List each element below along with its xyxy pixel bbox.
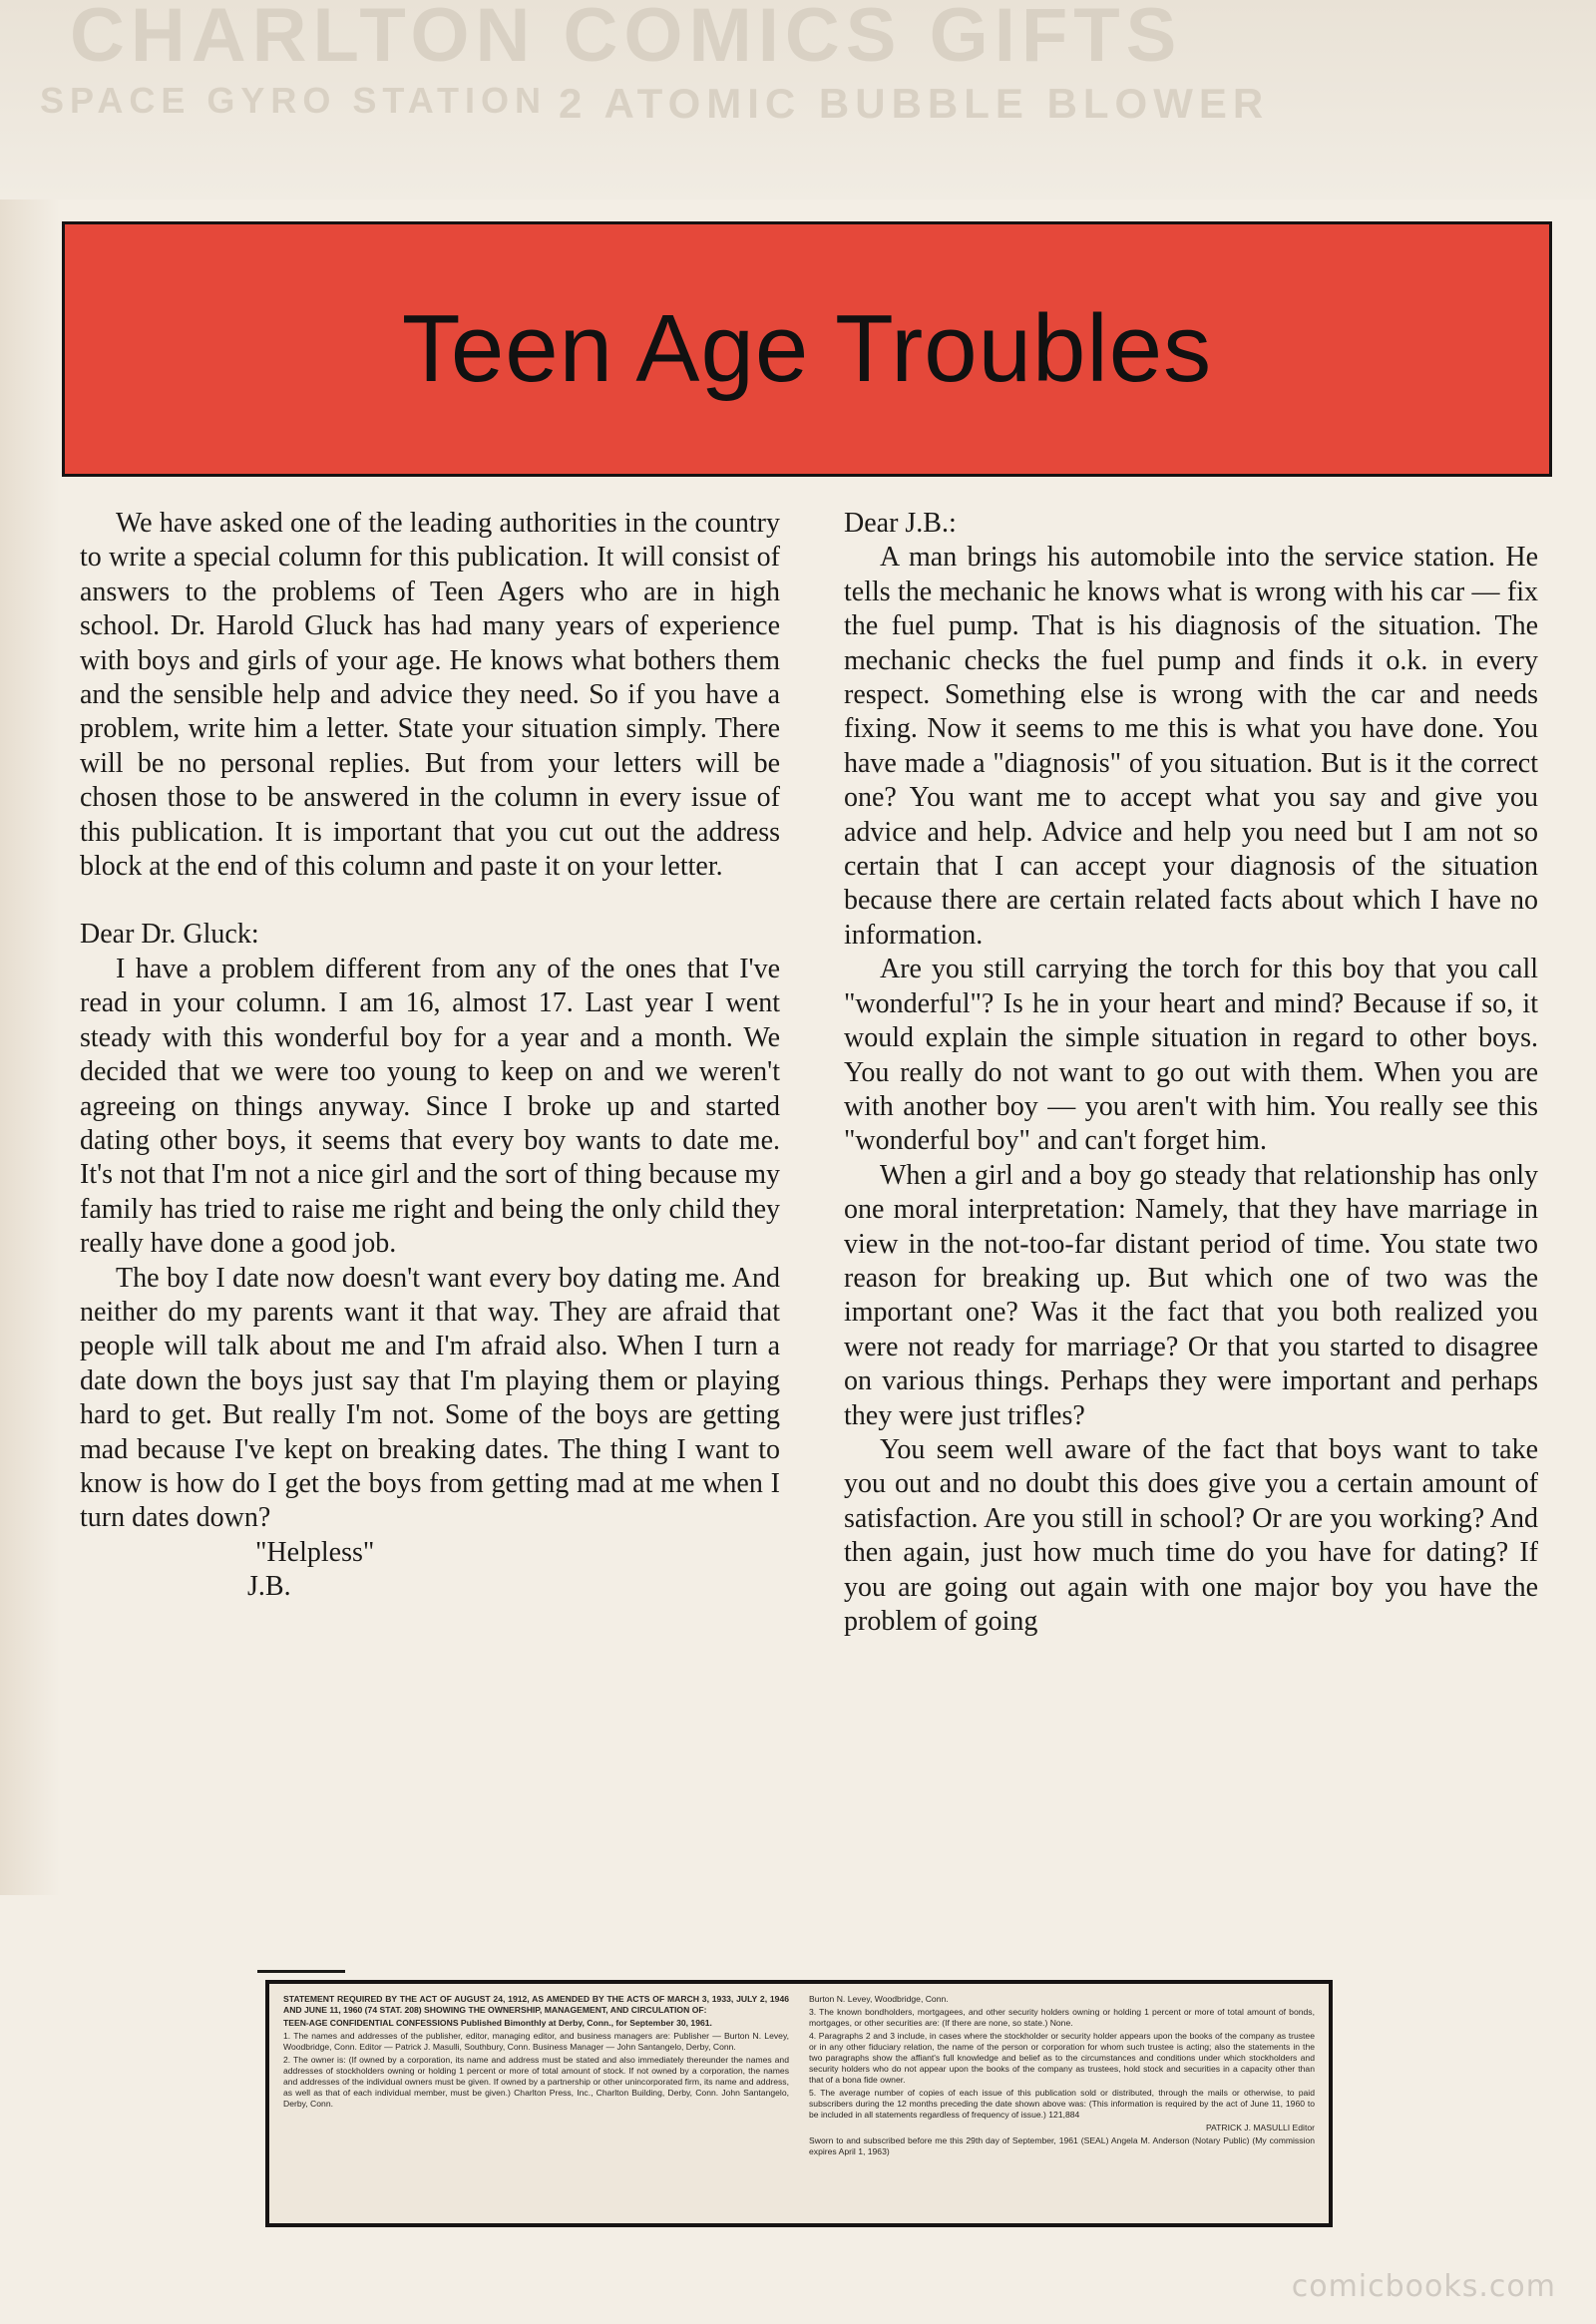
statement-item-2b: Burton N. Levey, Woodbridge, Conn.: [809, 1994, 949, 2004]
faded-background-left-edge: [0, 199, 60, 1895]
reply-salutation: Dear J.B.:: [844, 508, 957, 539]
watermark: comicbooks.com: [1291, 2269, 1556, 2304]
letter-paragraph-1: I have a problem different from any of the ones that I've read in your column. I am 16, almost 17. Last year I went steady with this wonderful boy for a year and a month. We decided that we were too young to keep on and we weren't agreeing on things anyway. Since I broke up and started dating other boys, it seems that every boy wants to date me. It's not that I'm not a nice girl and the sort of thing because my family has tried to raise me right and being the only child they really have done a good job.: [80, 953, 780, 1260]
letter-paragraph-2: The boy I date now doesn't want every boy dating me. And neither do my parents want it that way. They are afraid that people will talk about me and I'm afraid also. When I turn a date down the boys just say that I'm playing them or playing hard to get. But really I'm not. Some of the boys are getting mad because I've kept on breaking dates. The thing I want to know is how do I get the boys from getting mad at me when I turn dates down?: [80, 1262, 780, 1534]
statement-left-column: [283, 1994, 789, 2213]
intro-paragraph: We have asked one of the leading authorities in the country to write a special column for this publication. It will consist of answers to the problems of Teen Agers who are in high school. Dr. Harold Gluck has had many years of experience with boys and girls of your age. He knows what bothers them and the sensible help and advice they need. So if you have a problem, write him a letter. State your situation simply. There will be no personal replies. But from your letters will be chosen those to be answered in the column in every issue of this publication. It is important that you cut out the address block at the end of this column and paste it on your letter.: [80, 508, 780, 883]
paragraph-gap: [80, 884, 780, 918]
letter-salutation: Dear Dr. Gluck:: [80, 919, 259, 951]
statement-item-5: 5. The average number of copies of each issue of this publication sold or distributed, through the mails or otherwise, to paid subscribers during the 12 months preceding the date shown above was: (This information is required by the act of June 11, 1960 to be included in all statements regardless of frequency of issue.) 121,884: [809, 2088, 1315, 2120]
statement-item-1: 1. The names and addresses of the publisher, editor, managing editor, and business managers are: Publisher — Burton N. Levey, Woodbridge, Conn. Editor — Patrick J. Masulli, Southbury, Conn. Business Manager — John Santangelo, Derby, Conn.: [283, 2031, 789, 2052]
letter-signature: "Helpless": [255, 1536, 375, 1568]
title-banner: [62, 221, 1552, 477]
statement-item-2: 2. The owner is: (If owned by a corporation, its name and address must be stated and also immediately thereunder the names and addresses of stockholders owning or holding 1 percent or more of total amount of stock. If not owned by a corporation, the names and addresses of the individual owners must be given. If owned by a partnership or other unincorporated firm, its name and address, as well as that of each individual member, must be given.) Charlton Press, Inc., Charlton Building, Derby, Conn. John Santangelo, Derby, Conn.: [283, 2055, 789, 2109]
statement-item-4: 4. Paragraphs 2 and 3 include, in cases where the stockholder or security holder appears upon the books of the company as trustee or in any other fiduciary relation, the name of the person or corporation for whom such trustee is acting; also the statements in the two paragraphs show the affiant's full knowledge and belief as to the circumstances and conditions under which stockholders and security holders who do not appear upon the books of the company as trustees, hold stock and securities in a capacity other than that of a bona fide owner.: [809, 2031, 1315, 2085]
statement-item-3: 3. The known bondholders, mortgagees, and other security holders owning or holding 1 percent or more of total amount of bonds, mortgages, or other securities are: (If there are none, so state.) None.: [809, 2007, 1315, 2028]
statement-publication: TEEN-AGE CONFIDENTIAL CONFESSIONS Published Bimonthly at Derby, Conn., for September 30, 1961.: [283, 2018, 712, 2028]
reply-paragraph-4: You seem well aware of the fact that boys want to take you out and no doubt this does give you a certain amount of satisfaction. Are you still in school? Or are you working? And then again, just how much time do you have for dating? If you are going out again with one major boy you have the problem of going: [844, 1433, 1538, 1637]
reply-paragraph-2: Are you still carrying the torch for this boy that you call "wonderful"? Is he in your heart and mind? Because if so, it would explain the simple situation in regard to other boys. You really do not want to go out with them. When you are with another boy — you aren't with him. You really see this "wonderful boy" and can't forget him.: [844, 954, 1538, 1157]
page-title: Teen Age Troubles: [401, 295, 1213, 402]
statement-heading: STATEMENT REQUIRED BY THE ACT OF AUGUST 24, 1912, AS AMENDED BY THE ACTS OF MARCH 3, 1933, JULY 2, 1946 AND JUNE 11, 1960 (74 STAT. 208) SHOWING THE OWNERSHIP, MANAGEMENT, AND CIRCULATION OF:: [283, 1994, 789, 2015]
statement-sworn: Sworn to and subscribed before me this 29th day of September, 1961 (SEAL) Angela M. Anderson (Notary Public) (My commission expires April 1, 1963): [809, 2135, 1315, 2156]
faded-background-text-2: 2 ATOMIC BUBBLE BLOWER: [559, 80, 1270, 127]
reply-paragraph-1: A man brings his automobile into the service station. He tells the mechanic he knows what is wrong with his car — fix the fuel pump. That is his diagnosis of the situation. The mechanic checks the fuel pump and finds it o.k. in every respect. Something else is wrong with the car and needs fixing. Now it seems to me this is what you have done. You have made a "diagnosis" of you situation. But is it the correct one? You want me to accept what you say and give you advice and help. Advice and help you need but I am not so certain that I can accept your diagnosis of the situation because there are certain related facts about which I have no information.: [844, 542, 1538, 951]
left-column: [80, 507, 780, 1605]
reply-paragraph-3: When a girl and a boy go steady that relationship has only one moral interpretation: Namely, that they have marriage in view in the not-too-far distant period of time. You state two reason for breaking up. But which one of two was the important one? Was it the fact that you both realized you were not ready for marriage? Or that you started to disagree on various things. Perhaps they were important and perhaps they were just trifles?: [844, 1159, 1538, 1431]
right-column: [844, 507, 1538, 1639]
faded-background-text-3: SPACE GYRO STATION: [40, 80, 548, 121]
statement-signoff: PATRICK J. MASULLI Editor: [1205, 2123, 1315, 2132]
statement-rule: [257, 1970, 345, 1973]
letter-initials: J.B.: [247, 1571, 291, 1603]
faded-background-text-1: CHARLTON COMICS GIFTS: [70, 0, 1183, 78]
ownership-statement-box: [265, 1980, 1333, 2227]
statement-right-column: [809, 1994, 1315, 2213]
